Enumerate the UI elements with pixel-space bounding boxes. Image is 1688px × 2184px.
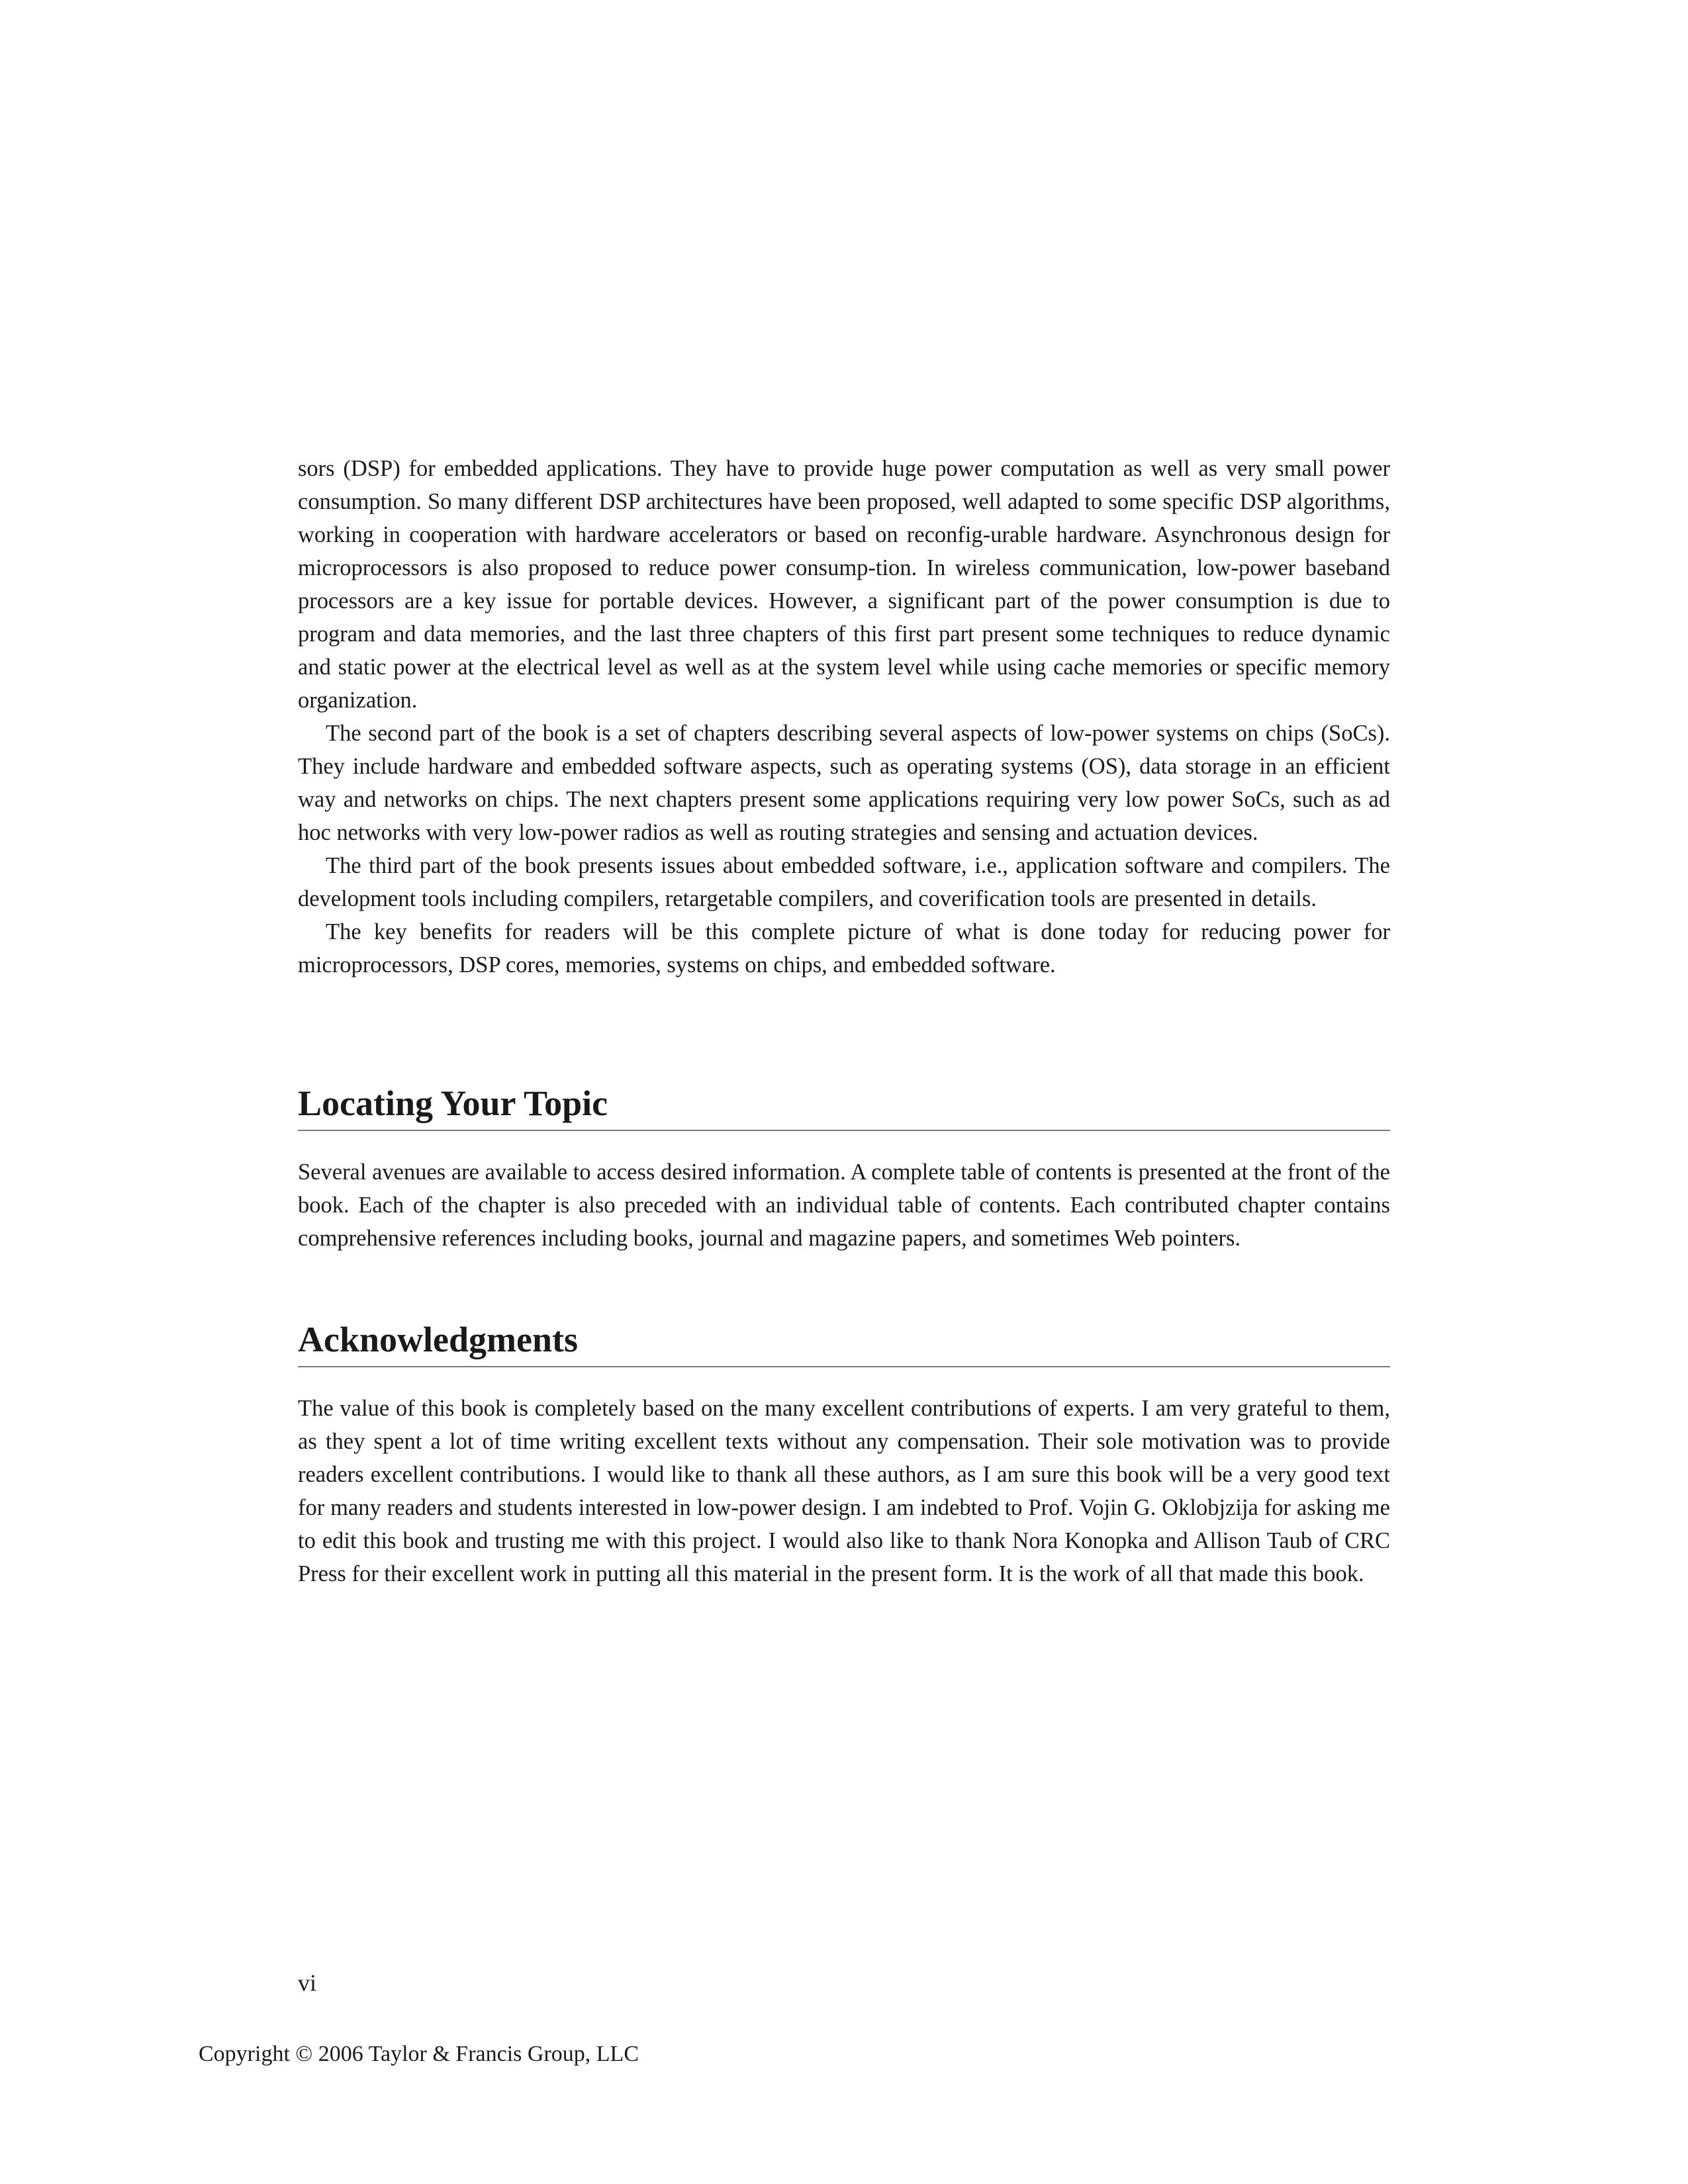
section-heading-locating-your-topic: Locating Your Topic bbox=[298, 1082, 1390, 1131]
intro-paragraph-3: The third part of the book presents issues about embedded software, i.e., application software and compilers. The development tools including compilers, retargetable compilers, and coverification tools are presented in details. bbox=[298, 853, 1390, 911]
intro-paragraph-2: The second part of the book is a set of chapters describing several aspects of low-power systems on chips (SoCs). They include hardware and embedded software aspects, such as operating systems (OS), data storage in an efficient way and networks on chips. The next chapters present some applications requiring very low power SoCs, such as ad hoc networks with very low-power radios as well as routing strategies and sensing and actuation devices. bbox=[298, 721, 1390, 845]
acknowledgments-paragraph: The value of this book is completely based on the many excellent contributions of experts. I am very grateful to them, as they spent a lot of time writing excellent texts without any compensation. Their sole motivation was to provide readers excellent contributions. I would like to thank all these authors, as I am sure this book will be a very good text for many readers and students interested in low-power design. I am indebted to Prof. Vojin G. Oklobjzija for asking me to edit this book and trusting me with this project. I would also like to thank Nora Konopka and Allison Taub of CRC Press for their excellent work in putting all this material in the present form. It is the work of all that made this book. bbox=[298, 1396, 1390, 1586]
section-heading-acknowledgments: Acknowledgments bbox=[298, 1318, 1390, 1367]
section-body-locating-your-topic bbox=[298, 1156, 1390, 1255]
intro-text bbox=[298, 452, 1390, 981]
section-body-acknowledgments bbox=[298, 1392, 1390, 1590]
locating-topic-paragraph: Several avenues are available to access desired information. A complete table of contents is presented at the front of the book. Each of the chapter is also preceded with an individual table of contents. Each contributed chapter contains comprehensive references including books, journal and magazine papers, and sometimes Web pointers. bbox=[298, 1160, 1390, 1251]
intro-paragraph-4: The key benefits for readers will be this complete picture of what is done today for reducing power for microprocessors, DSP cores, memories, systems on chips, and embedded software. bbox=[298, 919, 1390, 978]
copyright-notice: Copyright © 2006 Taylor & Francis Group, LLC bbox=[199, 2042, 639, 2066]
page-number: vi bbox=[298, 1970, 317, 1996]
intro-paragraph-1: sors (DSP) for embedded applications. They have to provide huge power computation as well as very small power consumption. So many different DSP architectures have been proposed, well adapted to some specific DSP algorithms, working in cooperation with hardware accelerators or based on reconfig-urable hardware. Asynchronous design for microprocessors is also proposed to reduce power consump-tion. In wireless communication, low-power baseband processors are a key issue for portable devices. However, a significant part of the power consumption is due to program and data memories, and the last three chapters of this first part present some techniques to reduce dynamic and static power at the electrical level as well as at the system level while using cache memories or specific memory organization. bbox=[298, 456, 1390, 713]
